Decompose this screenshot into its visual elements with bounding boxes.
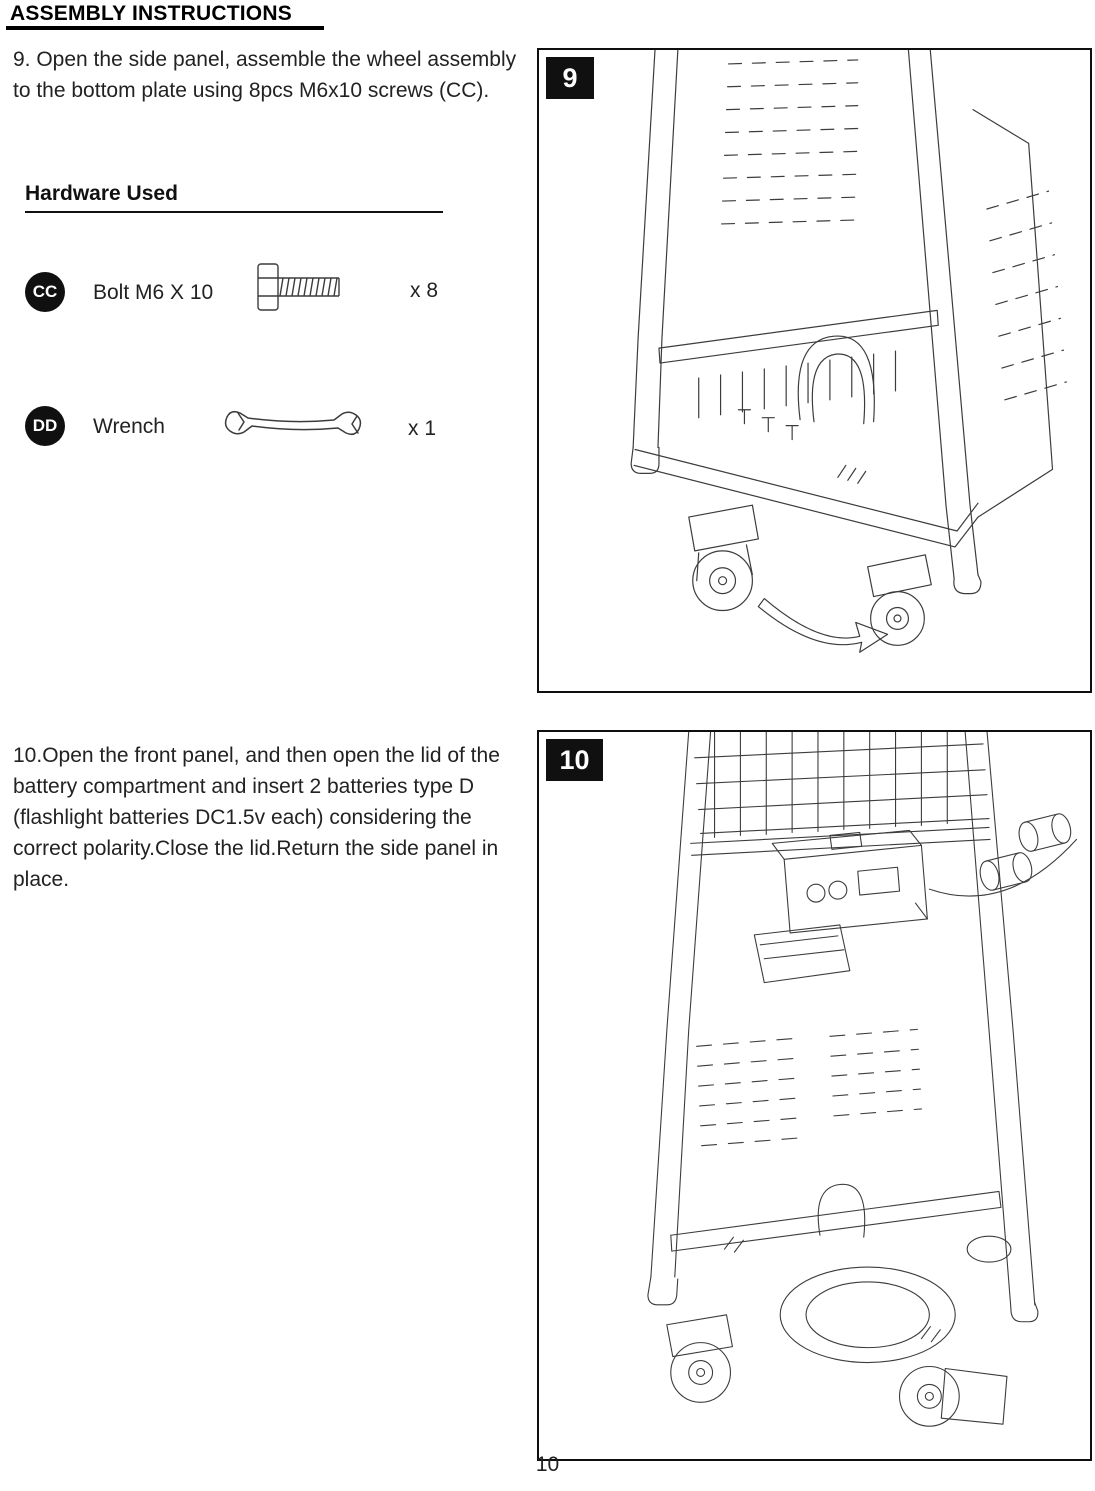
hardware-qty-bolt: x 8 bbox=[410, 279, 439, 302]
hardware-badge-cc: CC bbox=[25, 272, 65, 312]
figure-9 bbox=[537, 48, 1092, 693]
hardware-used-heading: Hardware Used bbox=[25, 182, 178, 205]
title-underline bbox=[6, 26, 324, 30]
step-9-instruction: 9. Open the side panel, assemble the wheel assembly to the bottom plate using 8pcs M6x10 screws (CC). bbox=[13, 48, 517, 102]
figure-10-illustration bbox=[539, 732, 1090, 1459]
page-title: ASSEMBLY INSTRUCTIONS bbox=[10, 2, 292, 25]
hardware-badge-dd: DD bbox=[25, 406, 65, 446]
step-10-instruction: 10.Open the front panel, and then open the lid of the battery compartment and insert 2 batteries type D (flashlight batteries DC1.5v each) considering the correct polarity.Close the lid.Return the side panel in place. bbox=[13, 744, 500, 891]
figure-9-label: 9 bbox=[546, 57, 594, 99]
hardware-underline bbox=[25, 211, 443, 213]
wrench-icon bbox=[224, 400, 372, 446]
figure-10-label: 10 bbox=[546, 739, 603, 781]
hardware-qty-wrench: x 1 bbox=[408, 417, 437, 440]
figure-10 bbox=[537, 730, 1092, 1461]
figure-9-illustration bbox=[539, 50, 1090, 691]
bolt-icon bbox=[255, 256, 345, 318]
page-number: 10 bbox=[535, 1453, 560, 1476]
hardware-name-wrench: Wrench bbox=[93, 415, 165, 438]
hardware-name-bolt: Bolt M6 X 10 bbox=[93, 281, 214, 304]
